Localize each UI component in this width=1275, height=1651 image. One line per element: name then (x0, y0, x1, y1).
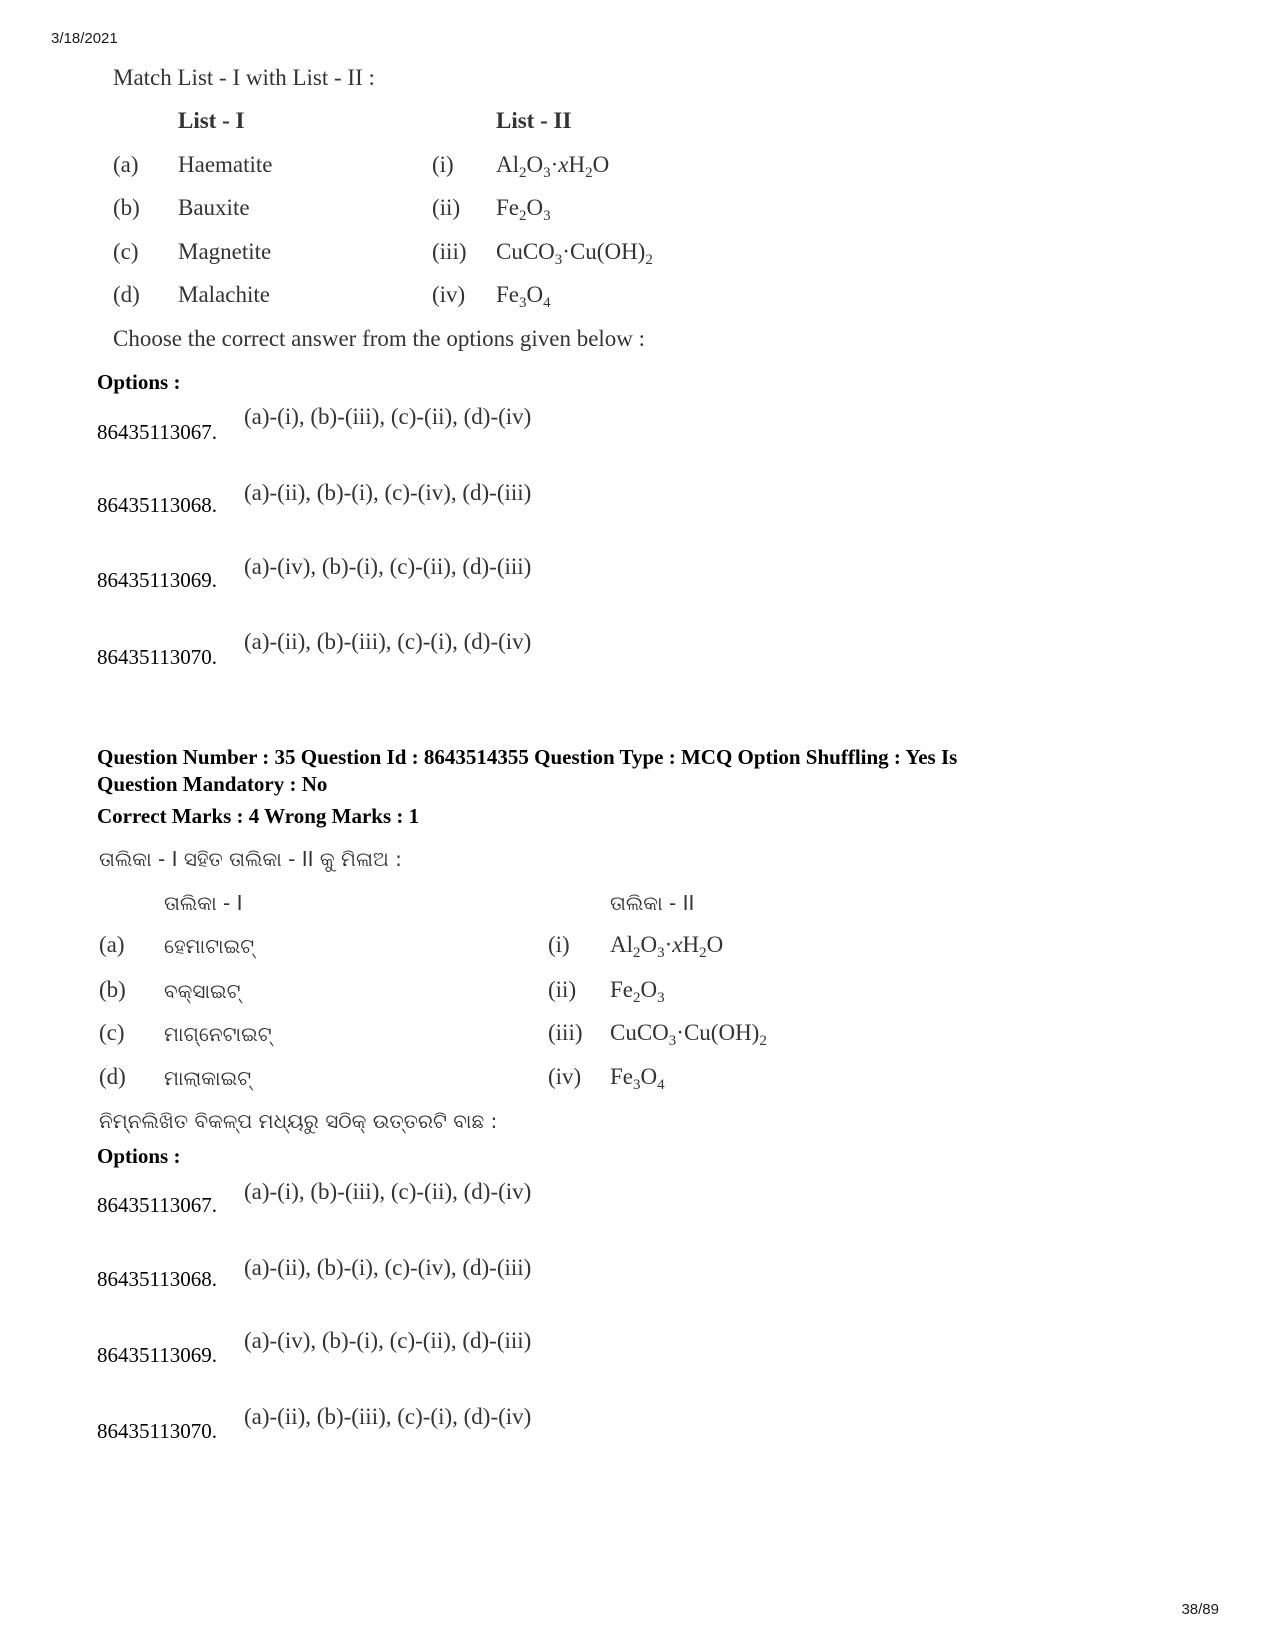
page-number: 38/89 (1181, 1601, 1219, 1618)
q34-roman: (iv) (432, 282, 466, 307)
q34-formula-3: $CuCO_3\cdot Cu(OH)_2$ (496, 239, 653, 268)
option-text[interactable]: (a)-(ii), (b)-(i), (c)-(iv), (d)-(iii) (244, 480, 532, 505)
q34-list1-head: List - I (178, 108, 245, 133)
q34-item: Bauxite (178, 195, 250, 220)
q34-formula-1: $Al_2O_3\cdot xH_2O$ (496, 152, 610, 181)
q35-instruction: ନିମ୍ନଲିଖିତ ବିକଳ୍ପ ମଧ୍ୟରୁ ସଠିକ୍ ଉତ୍ତରଟି ବାଛ : (99, 1109, 498, 1133)
q34-letter: (a) (113, 152, 139, 177)
q35-roman: (iii) (548, 1020, 583, 1045)
q34-letter: (b) (113, 195, 140, 220)
q35-formula-3: $CuCO_3\cdot Cu(OH)_2$ (610, 1020, 767, 1049)
option-text[interactable]: (a)-(i), (b)-(iii), (c)-(ii), (d)-(iv) (244, 1179, 532, 1204)
option-id: 86435113067. (97, 420, 217, 444)
option-id: 86435113068. (97, 1267, 217, 1291)
option-text[interactable]: (a)-(iv), (b)-(i), (c)-(ii), (d)-(iii) (244, 554, 532, 579)
q35-item: ହେମାଟାଇଟ୍ (164, 934, 255, 958)
q35-roman: (iv) (548, 1064, 582, 1089)
q34-letter: (c) (113, 239, 139, 264)
print-date: 3/18/2021 (51, 30, 118, 47)
option-id: 86435113069. (97, 568, 217, 592)
q34-roman: (i) (432, 152, 454, 177)
q34-formula-4: $Fe_3O_4$ (496, 282, 551, 311)
q34-list2-head: List - II (496, 108, 572, 133)
option-text[interactable]: (a)-(ii), (b)-(iii), (c)-(i), (d)-(iv) (244, 1404, 532, 1429)
q35-item: ମାଲାକାଇଟ୍ (164, 1066, 252, 1090)
option-id: 86435113070. (97, 1419, 217, 1443)
q35-options-label: Options : (97, 1144, 181, 1168)
option-id: 86435113068. (97, 493, 217, 517)
q35-letter: (d) (99, 1064, 126, 1089)
q35-item: ବକ୍ସାଇଟ୍ (164, 979, 241, 1003)
q35-meta-line2: Question Mandatory : No (97, 772, 328, 796)
option-id: 86435113069. (97, 1343, 217, 1367)
q34-item: Magnetite (178, 239, 272, 264)
option-id: 86435113070. (97, 645, 217, 669)
option-text[interactable]: (a)-(ii), (b)-(i), (c)-(iv), (d)-(iii) (244, 1255, 532, 1280)
q34-options-label: Options : (97, 370, 181, 394)
q35-formula-1: $Al_2O_3\cdot xH_2O$ (610, 932, 724, 961)
q35-formula-2: $Fe_2O_3$ (610, 977, 665, 1006)
q34-item: Haematite (178, 152, 273, 177)
option-id: 86435113067. (97, 1193, 217, 1217)
q35-marks: Correct Marks : 4 Wrong Marks : 1 (97, 804, 420, 828)
q35-formula-4: $Fe_3O_4$ (610, 1064, 665, 1093)
q34-instruction: Choose the correct answer from the options given below : (113, 326, 646, 351)
option-text[interactable]: (a)-(i), (b)-(iii), (c)-(ii), (d)-(iv) (244, 404, 532, 429)
q34-roman: (iii) (432, 239, 467, 264)
q35-roman: (i) (548, 932, 570, 957)
option-text[interactable]: (a)-(ii), (b)-(iii), (c)-(i), (d)-(iv) (244, 629, 532, 654)
q35-prompt: ତାଲିକା - I ସହିତ ତାଲିକା - II କୁ ମିଳାଅ : (99, 847, 402, 871)
q35-meta-line1: Question Number : 35 Question Id : 8643514355 Question Type : MCQ Option Shuffling : Yes Is (97, 745, 958, 769)
q35-roman: (ii) (548, 977, 577, 1002)
q34-prompt: Match List - I with List - II : (113, 65, 375, 90)
q35-letter: (a) (99, 932, 125, 957)
q34-item: Malachite (178, 282, 270, 307)
q35-letter: (c) (99, 1020, 125, 1045)
q34-formula-2: $Fe_2O_3$ (496, 195, 551, 224)
q34-roman: (ii) (432, 195, 461, 220)
q34-letter: (d) (113, 282, 140, 307)
q35-letter: (b) (99, 977, 126, 1002)
q35-item: ମାଗ୍ନେଟାଇଟ୍ (164, 1022, 272, 1046)
option-text[interactable]: (a)-(iv), (b)-(i), (c)-(ii), (d)-(iii) (244, 1328, 532, 1353)
q35-list1-head: ତାଲିକା - I (164, 891, 243, 915)
q35-list2-head: ତାଲିକା - II (610, 891, 695, 915)
